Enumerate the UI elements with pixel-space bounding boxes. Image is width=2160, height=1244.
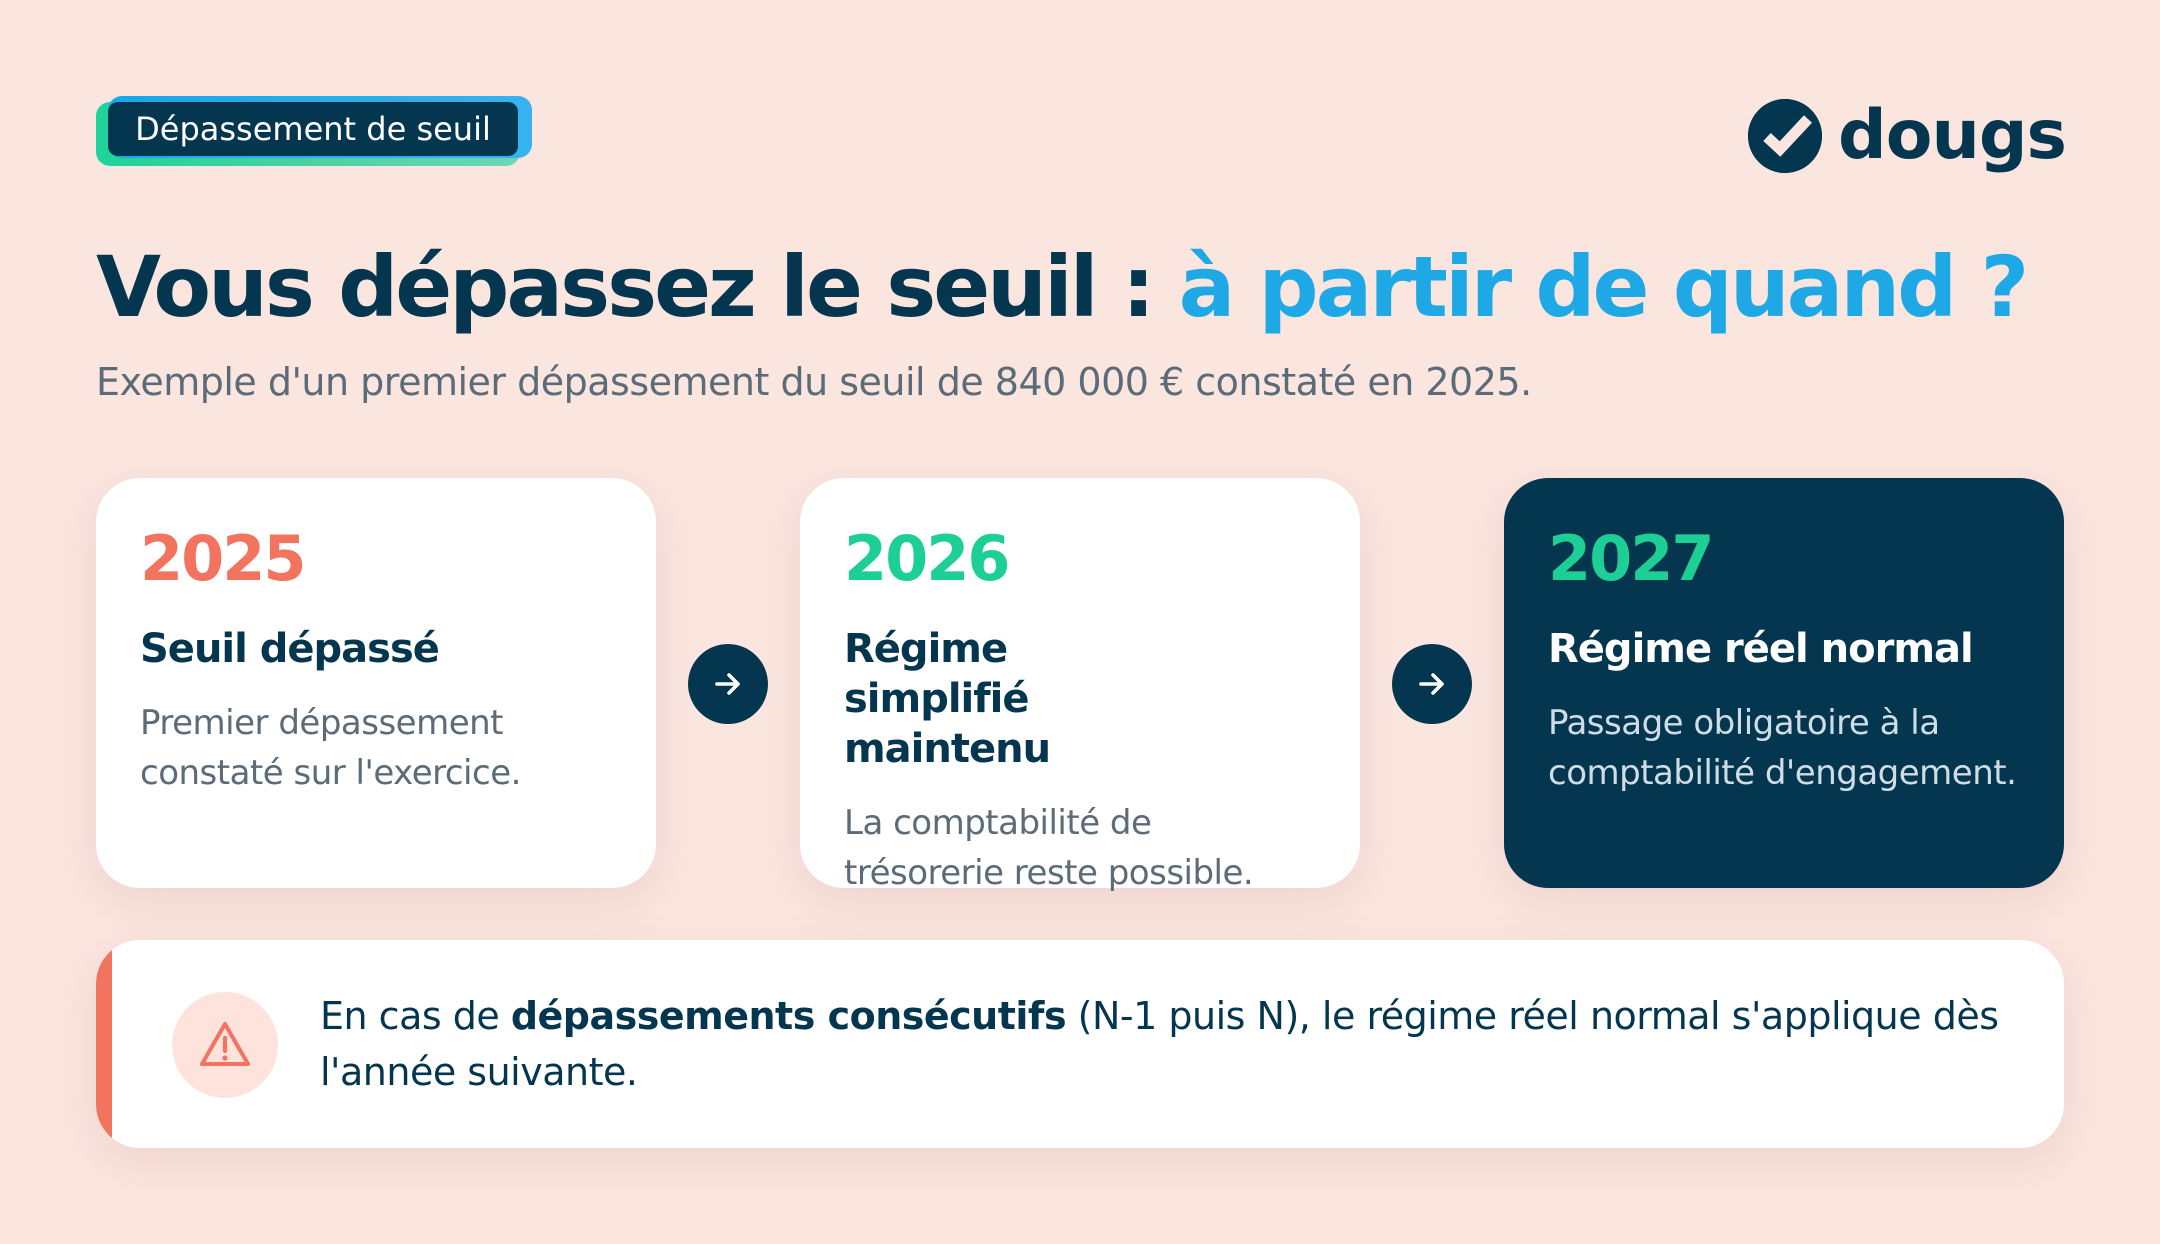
logo-wordmark: dougs [1838,96,2066,175]
check-circle-icon [1748,99,1822,173]
arrow-right-icon [1392,644,1472,724]
topic-tag [96,96,532,170]
step-description: Premier dépassement constaté sur l'exercice. [140,703,521,793]
step-card-2027 [1504,478,2064,888]
note-text-before: En cas de [320,994,511,1038]
arrow-right-icon [688,644,768,724]
step-title: Régime simplifié maintenu [844,626,1051,772]
dougs-logo [1748,96,2066,175]
step-description: La comptabilité de trésorerie reste possible. [844,803,1254,893]
step-year: 2027 [1548,522,1713,595]
step-year: 2026 [844,522,1009,595]
note-text-bold: dépassements consécutifs [510,994,1067,1038]
step-title: Seuil dépassé [140,626,439,672]
step-year: 2025 [140,522,305,595]
info-note [96,940,2064,1148]
note-text [320,988,2020,1100]
page-subtitle: Exemple d'un premier dépassement du seuil de 840 000 € constaté en 2025. [96,360,1532,404]
step-title: Régime réel normal [1548,626,1973,672]
warning-icon [172,992,278,1098]
note-accent-bar [96,940,112,1148]
step-card-2026 [800,478,1360,893]
title-main: Vous dépassez le seuil : [96,238,1179,336]
page-title [96,238,2026,336]
step-description: Passage obligatoire à la comptabilité d'engagement. [1548,703,2017,793]
step-card-2025 [96,478,656,888]
tag-label: Dépassement de seuil [108,102,518,156]
title-highlight: à partir de quand ? [1178,238,2027,336]
note-text-after: (N-1 puis N), le régime réel normal s'applique dès l'année suivante. [320,994,1999,1094]
